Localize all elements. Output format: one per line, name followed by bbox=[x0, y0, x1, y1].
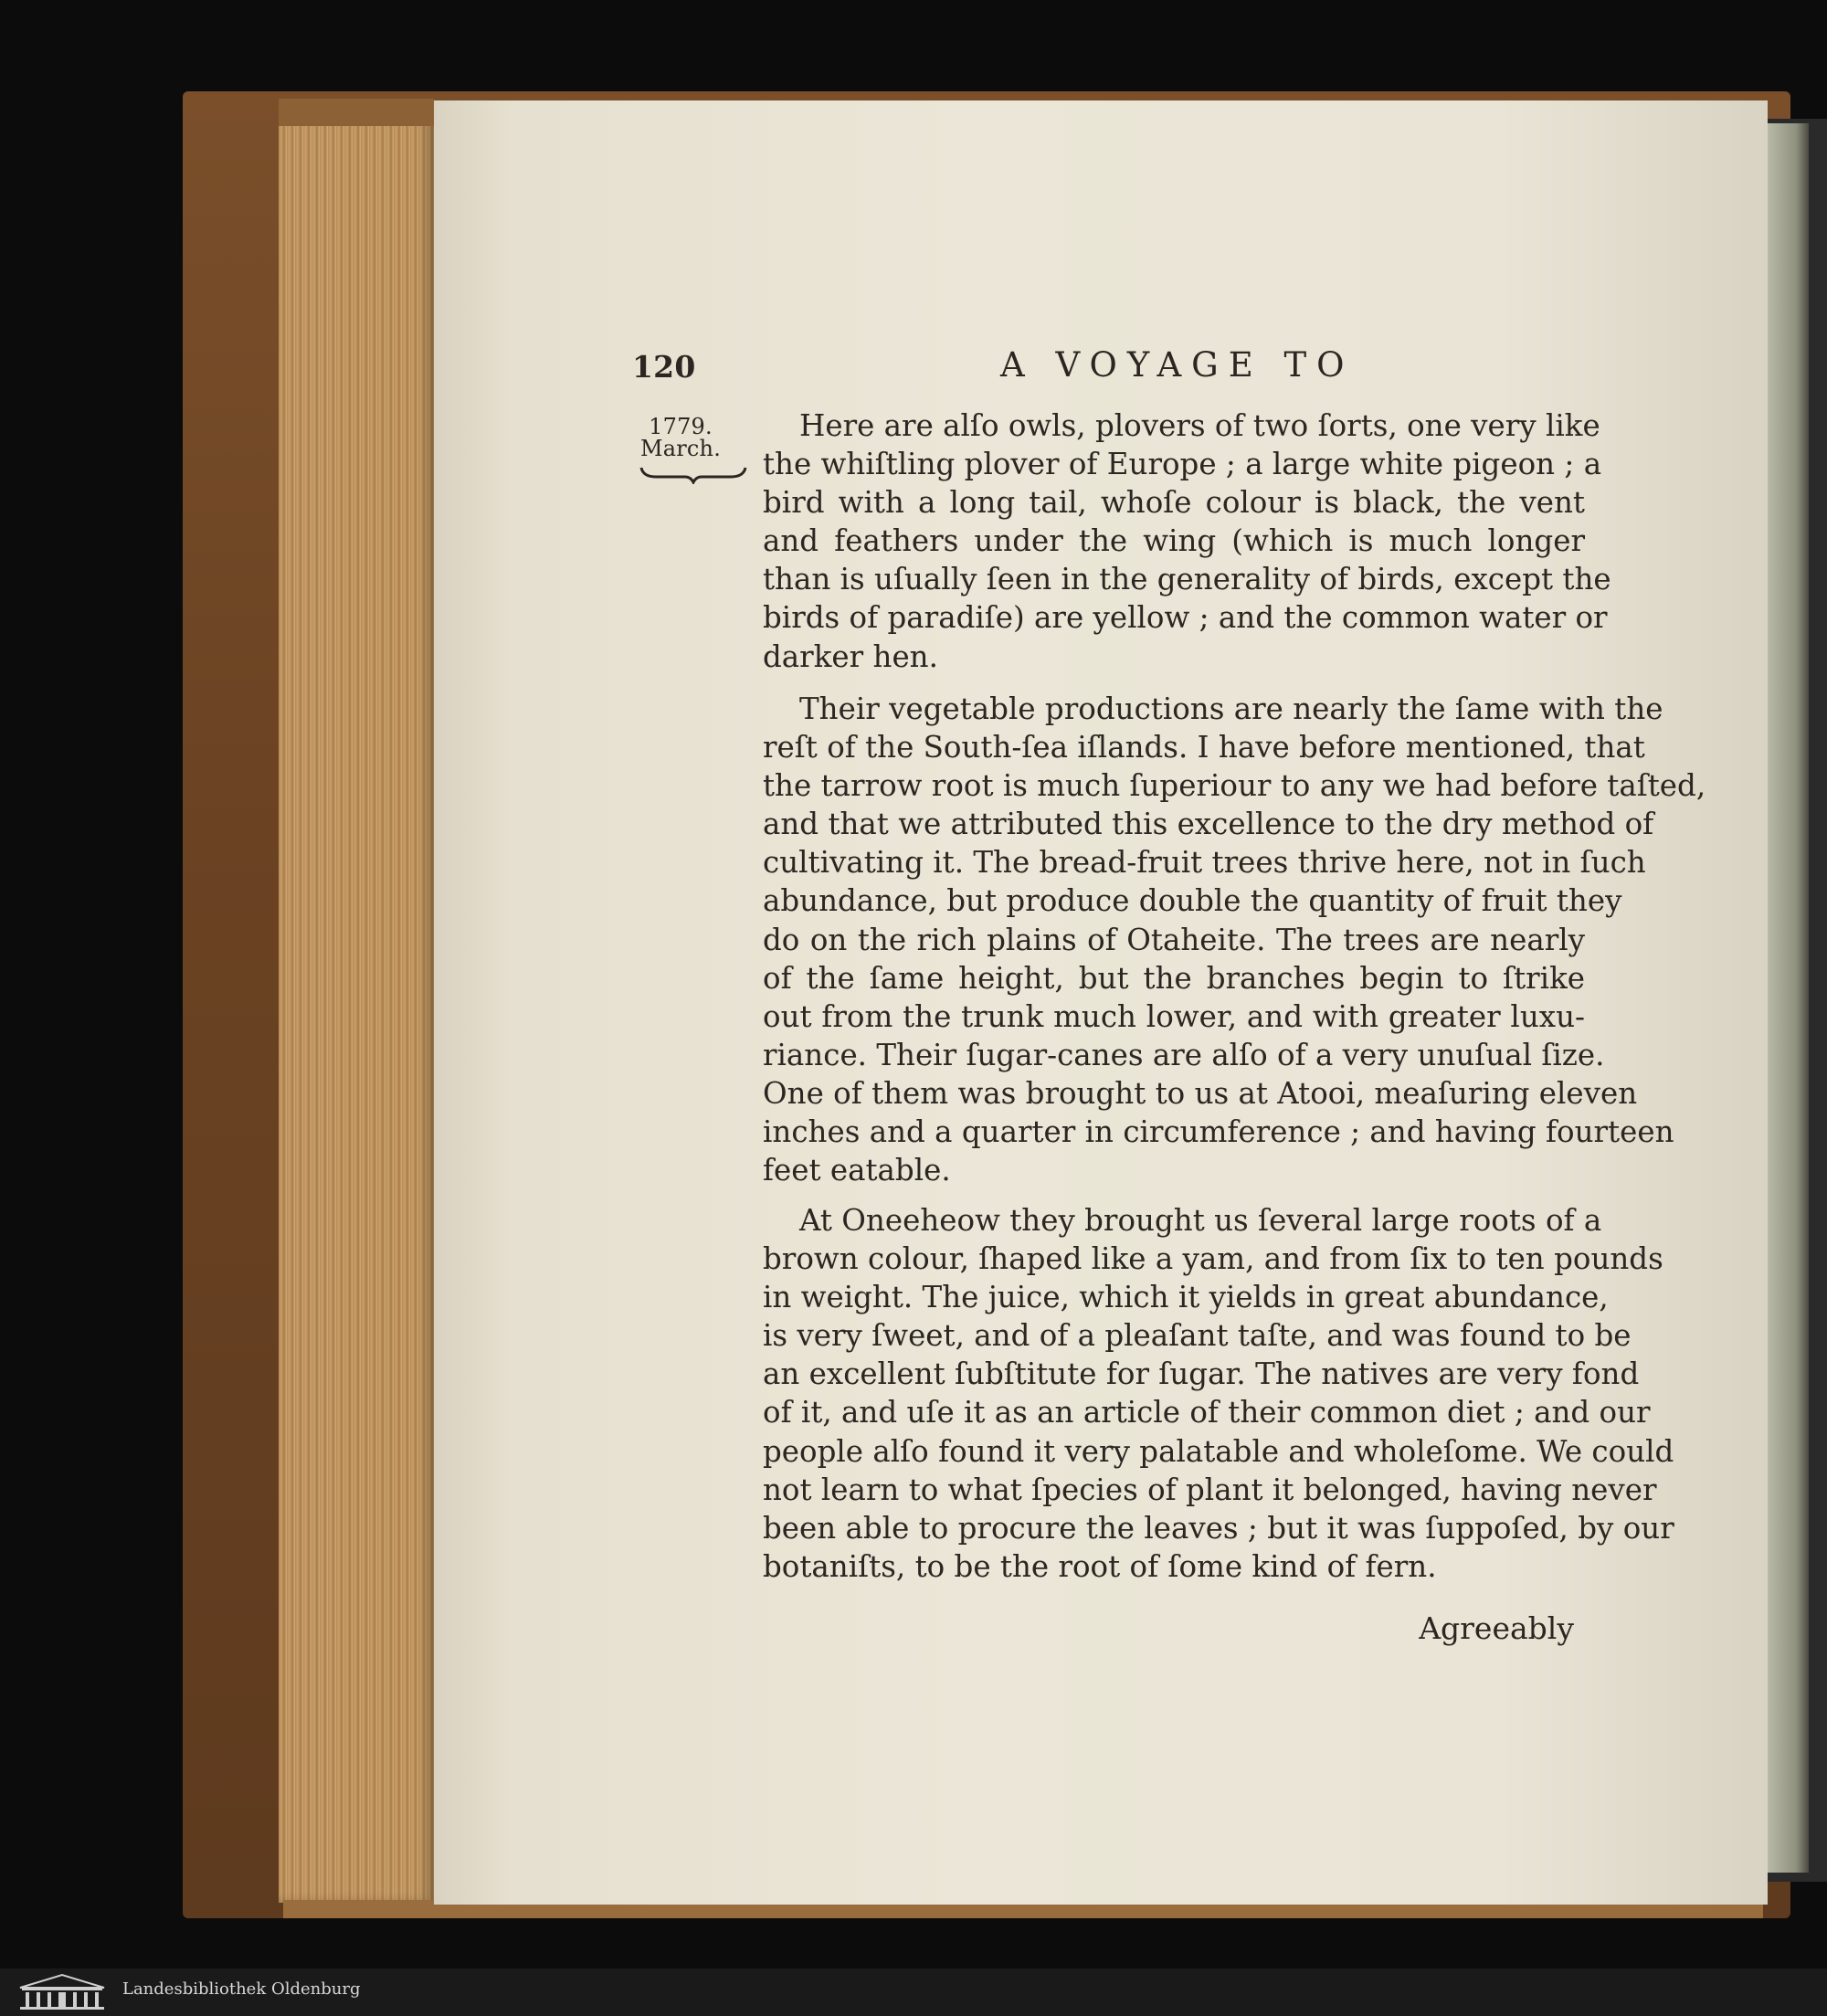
text-line: been able to procure the leaves ; but it was ſuppoſed, by our bbox=[763, 1510, 1674, 1546]
text-line: bird with a long tail, whoſe colour is black, the vent bbox=[763, 485, 1585, 521]
text-line: the tarrow root is much ſuperiour to any we had before taſted, bbox=[763, 768, 1706, 804]
text-line: botaniſts, to be the root of ſome kind of fern. bbox=[763, 1548, 1437, 1584]
text-line: One of them was brought to us at Atooi, meaſuring eleven bbox=[763, 1075, 1638, 1111]
text-line: of it, and uſe it as an article of their common diet ; and our bbox=[763, 1395, 1651, 1430]
text-line: reſt of the South-ſea iſlands. I have before mentioned, that bbox=[763, 730, 1645, 765]
text-line: out from the trunk much lower, and with greater luxu- bbox=[763, 998, 1585, 1034]
text-line: and that we attributed this excellence to the dry method of bbox=[763, 807, 1654, 842]
library-logo-icon bbox=[16, 1973, 108, 2011]
text-line: birds of paradiſe) are yellow ; and the common water or bbox=[763, 600, 1608, 636]
text-line: Their vegetable productions are nearly the ſame with the bbox=[799, 691, 1663, 726]
text-line: At Oneeheow they brought us ſeveral large roots of a bbox=[799, 1203, 1602, 1238]
text-line: Here are alſo owls, plovers of two ſorts, one very like bbox=[799, 408, 1600, 443]
page-stack-top bbox=[279, 99, 434, 126]
page-number: 120 bbox=[632, 349, 696, 385]
paragraph-1 bbox=[763, 406, 1611, 676]
text-line: not learn to what ſpecies of plant it belonged, having never bbox=[763, 1472, 1657, 1507]
text-line: the whiſtling plover of Europe ; a large white pigeon ; a bbox=[763, 447, 1602, 482]
margin-note bbox=[630, 416, 731, 459]
text-line: abundance, but produce double the quantity of fruit they bbox=[763, 883, 1622, 919]
text-line: of the ſame height, but the branches begin to ſtrike bbox=[763, 960, 1585, 996]
text-line: inches and a quarter in circumference ; and having fourteen bbox=[763, 1114, 1674, 1150]
text-line: riance. Their ſugar-canes are alſo of a very unuſual ſize. bbox=[763, 1037, 1605, 1072]
text-line: feet eatable. bbox=[763, 1153, 951, 1188]
text-line: an excellent ſubſtitute for ſugar. The natives are very fond bbox=[763, 1356, 1640, 1392]
margin-brace-icon bbox=[639, 464, 747, 484]
text-line: darker hen. bbox=[763, 639, 938, 674]
paragraph-3 bbox=[763, 1201, 1674, 1586]
margin-month: March. bbox=[639, 436, 722, 461]
text-line: is very ſweet, and of a pleaſant taſte, and was found to be bbox=[763, 1318, 1632, 1354]
margin-year: 1779. bbox=[649, 414, 713, 439]
running-head: A VOYAGE TO bbox=[1000, 345, 1355, 385]
text-line: in weight. The juice, which it yields in great abundance, bbox=[763, 1280, 1609, 1315]
text-line: people alſo found it very palatable and wholeſome. We could bbox=[763, 1433, 1674, 1469]
text-line: than is uſually ſeen in the generality of birds, except the bbox=[763, 562, 1611, 597]
paragraph-2 bbox=[763, 690, 1706, 1189]
library-name: Landesbibliothek Oldenburg bbox=[122, 1979, 361, 1999]
text-line: cultivating it. The bread-fruit trees thrive here, not in ſuch bbox=[763, 845, 1646, 881]
text-line: and feathers under the wing (which is much longer bbox=[763, 523, 1585, 559]
text-line: brown colour, ſhaped like a yam, and from ſix to ten pounds bbox=[763, 1241, 1663, 1277]
catchword: Agreeably bbox=[1419, 1610, 1574, 1646]
page-stack-edge bbox=[279, 99, 434, 1903]
text-line: do on the rich plains of Otaheite. The trees are nearly bbox=[763, 922, 1585, 957]
right-page-leaves bbox=[1768, 123, 1809, 1873]
